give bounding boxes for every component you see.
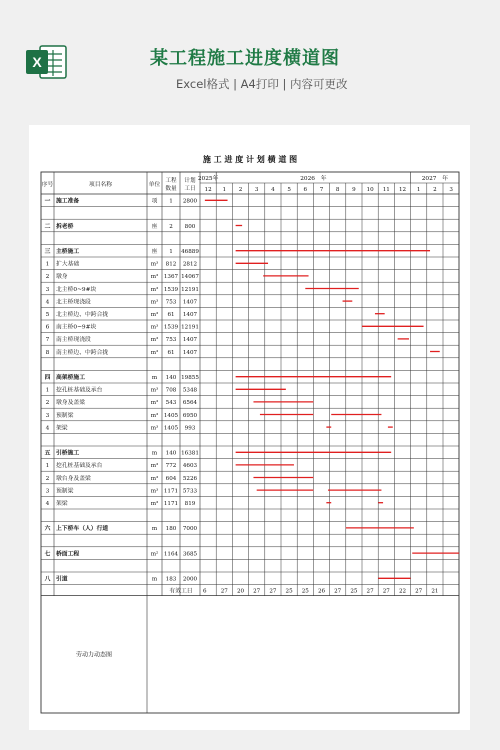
- row-qty: 1171: [163, 500, 179, 507]
- schedule-sheet: [29, 125, 470, 730]
- row-name: 北主桥边、中跨合拢: [56, 311, 109, 318]
- month-label: 9: [352, 187, 356, 193]
- row-index: 3: [45, 286, 50, 293]
- row-qty: 1171: [163, 488, 179, 495]
- effective-days-label: 有效工日: [169, 588, 193, 595]
- month-label: 10: [366, 187, 374, 193]
- row-days: 46889: [181, 248, 199, 255]
- row-name: 施工准备: [56, 198, 80, 205]
- row-unit: m³: [150, 261, 159, 268]
- row-days: 1407: [182, 299, 198, 306]
- row-days: 5348: [182, 387, 198, 394]
- row-qty: 140: [165, 450, 177, 457]
- row-name: 主桥施工: [56, 248, 80, 255]
- row-days: 7000: [182, 526, 198, 533]
- row-unit: m³: [150, 286, 159, 293]
- row-days: 800: [184, 223, 196, 230]
- effective-days-value: 27: [220, 588, 228, 595]
- row-unit: m: [151, 374, 158, 381]
- row-index: 5: [45, 311, 50, 318]
- row-qty: 180: [165, 526, 177, 533]
- header-qty-line2: 数量: [165, 186, 177, 192]
- year-2027: 2027 年: [421, 176, 449, 182]
- row-unit: m³: [150, 475, 159, 482]
- row-qty: 753: [165, 337, 177, 344]
- row-qty: 708: [165, 387, 177, 394]
- row-qty: 753: [165, 299, 177, 306]
- row-name: 墩身及盖梁: [56, 400, 85, 407]
- row-unit: m: [151, 576, 158, 583]
- row-name: 挖孔桩基础及承台: [56, 387, 103, 394]
- header-days-line1: 计划: [184, 178, 196, 184]
- row-index: 2: [45, 274, 50, 281]
- row-qty: 1: [169, 198, 173, 205]
- row-index: 八: [44, 576, 51, 583]
- row-index: 6: [45, 324, 50, 331]
- effective-days-value: 27: [253, 588, 261, 595]
- row-days: 12191: [181, 324, 199, 331]
- row-qty: 1405: [163, 425, 179, 432]
- row-name: 架梁: [56, 425, 68, 432]
- row-unit: m³: [150, 337, 159, 344]
- effective-days-value: 27: [415, 588, 423, 595]
- header-index: 序号: [41, 182, 54, 188]
- row-qty: 1405: [163, 412, 179, 419]
- row-unit: 项: [151, 198, 158, 205]
- row-index: 2: [45, 475, 50, 482]
- row-unit: m³: [150, 324, 159, 331]
- row-days: 19855: [181, 374, 199, 381]
- row-days: 14067: [181, 274, 199, 281]
- row-qty: 1: [169, 248, 173, 255]
- effective-days-value: 27: [269, 588, 277, 595]
- month-label: 1: [222, 187, 227, 193]
- effective-days-value: 25: [350, 588, 358, 595]
- row-days: 16381: [181, 450, 199, 457]
- row-qty: 1164: [163, 551, 179, 558]
- row-unit: m³: [150, 387, 159, 394]
- month-label: 12: [398, 187, 407, 193]
- row-name: 挖孔桩基础及承台: [56, 463, 103, 470]
- row-name: 引桥施工: [56, 450, 80, 457]
- row-unit: m³: [150, 349, 159, 356]
- effective-days-value: 22: [398, 588, 407, 595]
- year-2025: 2025年: [197, 176, 219, 182]
- row-index: 3: [45, 488, 50, 495]
- row-unit: m³: [150, 311, 159, 318]
- month-label: 2: [433, 187, 437, 193]
- row-index: 4: [45, 425, 50, 432]
- row-index: 五: [44, 450, 51, 457]
- effective-days-value: 6: [203, 588, 207, 595]
- row-qty: 772: [165, 463, 177, 470]
- row-index: 8: [45, 349, 50, 356]
- row-index: 二: [44, 223, 51, 230]
- row-qty: 1367: [163, 274, 179, 281]
- row-unit: m³: [150, 425, 159, 432]
- row-name: 上下桥车（人）行道: [56, 526, 109, 533]
- row-qty: 543: [165, 400, 177, 407]
- row-unit: m³: [150, 274, 159, 281]
- row-qty: 604: [165, 475, 177, 482]
- row-unit: m²: [150, 551, 159, 558]
- row-index: 2: [45, 400, 50, 407]
- row-index: 1: [45, 463, 50, 470]
- row-unit: m³: [150, 299, 159, 306]
- row-name: 高架桥施工: [56, 374, 85, 381]
- row-name: 北主桥现浇段: [56, 299, 91, 306]
- row-days: 2800: [182, 198, 198, 205]
- row-days: 3685: [182, 551, 198, 558]
- row-qty: 140: [165, 374, 177, 381]
- row-unit: m³: [150, 463, 159, 470]
- effective-days-value: 27: [366, 588, 374, 595]
- row-name: 南主桥0~9#块: [56, 324, 97, 331]
- row-unit: m³: [150, 500, 159, 507]
- row-name: 墩台身及盖梁: [56, 475, 91, 482]
- row-unit: m: [151, 450, 158, 457]
- row-name: 预制梁: [56, 488, 74, 495]
- row-days: 6564: [182, 400, 198, 407]
- row-days: 6950: [182, 412, 198, 419]
- month-label: 3: [449, 187, 453, 193]
- month-label: 12: [204, 187, 212, 193]
- row-name: 北主桥0~9#块: [56, 286, 97, 293]
- row-unit: m³: [150, 400, 159, 407]
- row-name: 南主桥边、中跨合拢: [56, 349, 109, 356]
- row-days: 2812: [182, 261, 198, 268]
- row-days: 1407: [182, 349, 198, 356]
- row-days: 1407: [182, 311, 198, 318]
- month-label: 2: [238, 187, 243, 193]
- row-name: 预制梁: [56, 412, 74, 419]
- row-index: 一: [44, 198, 51, 205]
- row-index: 1: [45, 387, 50, 394]
- effective-days-value: 25: [301, 588, 309, 595]
- month-label: 1: [416, 187, 421, 193]
- gantt-table: [29, 125, 470, 730]
- row-name: 拆老桥: [56, 223, 74, 230]
- labor-label: 劳动力动态图: [75, 651, 113, 659]
- header-qty-line1: 工程: [165, 178, 177, 184]
- month-label: 8: [335, 187, 340, 193]
- month-label: 11: [382, 187, 390, 193]
- row-index: 七: [44, 551, 51, 558]
- table-frame: [41, 172, 459, 713]
- row-index: 7: [45, 337, 50, 344]
- row-index: 4: [45, 500, 50, 507]
- effective-days-value: 26: [317, 588, 326, 595]
- row-unit: m³: [150, 488, 159, 495]
- row-days: 12191: [181, 286, 199, 293]
- row-unit: 座: [151, 223, 158, 230]
- effective-days-value: 27: [382, 588, 390, 595]
- row-unit: m: [151, 526, 158, 533]
- row-name: 引道: [56, 576, 68, 583]
- effective-days-value: 25: [285, 588, 293, 595]
- row-days: 819: [184, 500, 196, 507]
- page-subtitle: Excel格式 | A4打印 | 内容可更改: [176, 77, 348, 91]
- row-qty: 812: [165, 261, 177, 268]
- logo-letter: X: [32, 54, 42, 70]
- row-qty: 61: [167, 311, 175, 318]
- excel-logo-icon: [24, 42, 68, 82]
- row-index: 三: [44, 248, 51, 255]
- row-name: 桥面工程: [56, 551, 80, 558]
- page-header: [0, 0, 500, 110]
- row-days: 2000: [182, 576, 198, 583]
- month-label: 7: [319, 187, 324, 193]
- header-unit: 单位: [148, 182, 161, 188]
- row-days: 4603: [182, 463, 198, 470]
- row-qty: 61: [167, 349, 175, 356]
- row-index: 4: [45, 299, 50, 306]
- month-label: 4: [271, 187, 275, 193]
- row-days: 5733: [182, 488, 198, 495]
- row-unit: m³: [150, 412, 159, 419]
- effective-days-value: 21: [431, 588, 439, 595]
- row-index: 六: [44, 526, 51, 533]
- row-days: 5226: [182, 475, 198, 482]
- row-qty: 183: [165, 576, 177, 583]
- year-2026: 2026 年: [300, 176, 327, 182]
- row-index: 3: [45, 412, 50, 419]
- row-name: 南主桥现浇段: [56, 337, 91, 344]
- row-qty: 2: [169, 223, 173, 230]
- page-title: 某工程施工进度横道图: [150, 48, 340, 69]
- table-title: 施 工 进 度 计 划 横 道 图: [202, 154, 298, 164]
- effective-days-value: 20: [236, 588, 245, 595]
- row-name: 扩大基础: [56, 261, 80, 268]
- month-label: 6: [303, 187, 308, 193]
- header-name: 项目名称: [88, 182, 113, 188]
- month-label: 5: [287, 187, 291, 193]
- month-label: 3: [254, 187, 259, 193]
- row-qty: 1539: [163, 286, 179, 293]
- row-index: 四: [44, 374, 51, 381]
- header-days-line2: 工日: [184, 186, 196, 192]
- row-days: 993: [184, 425, 196, 432]
- row-days: 1407: [182, 337, 198, 344]
- row-qty: 1539: [163, 324, 179, 331]
- effective-days-value: 27: [334, 588, 342, 595]
- row-name: 架梁: [56, 500, 68, 507]
- row-index: 1: [45, 261, 50, 268]
- row-unit: 座: [151, 248, 158, 255]
- row-name: 墩身: [56, 274, 68, 281]
